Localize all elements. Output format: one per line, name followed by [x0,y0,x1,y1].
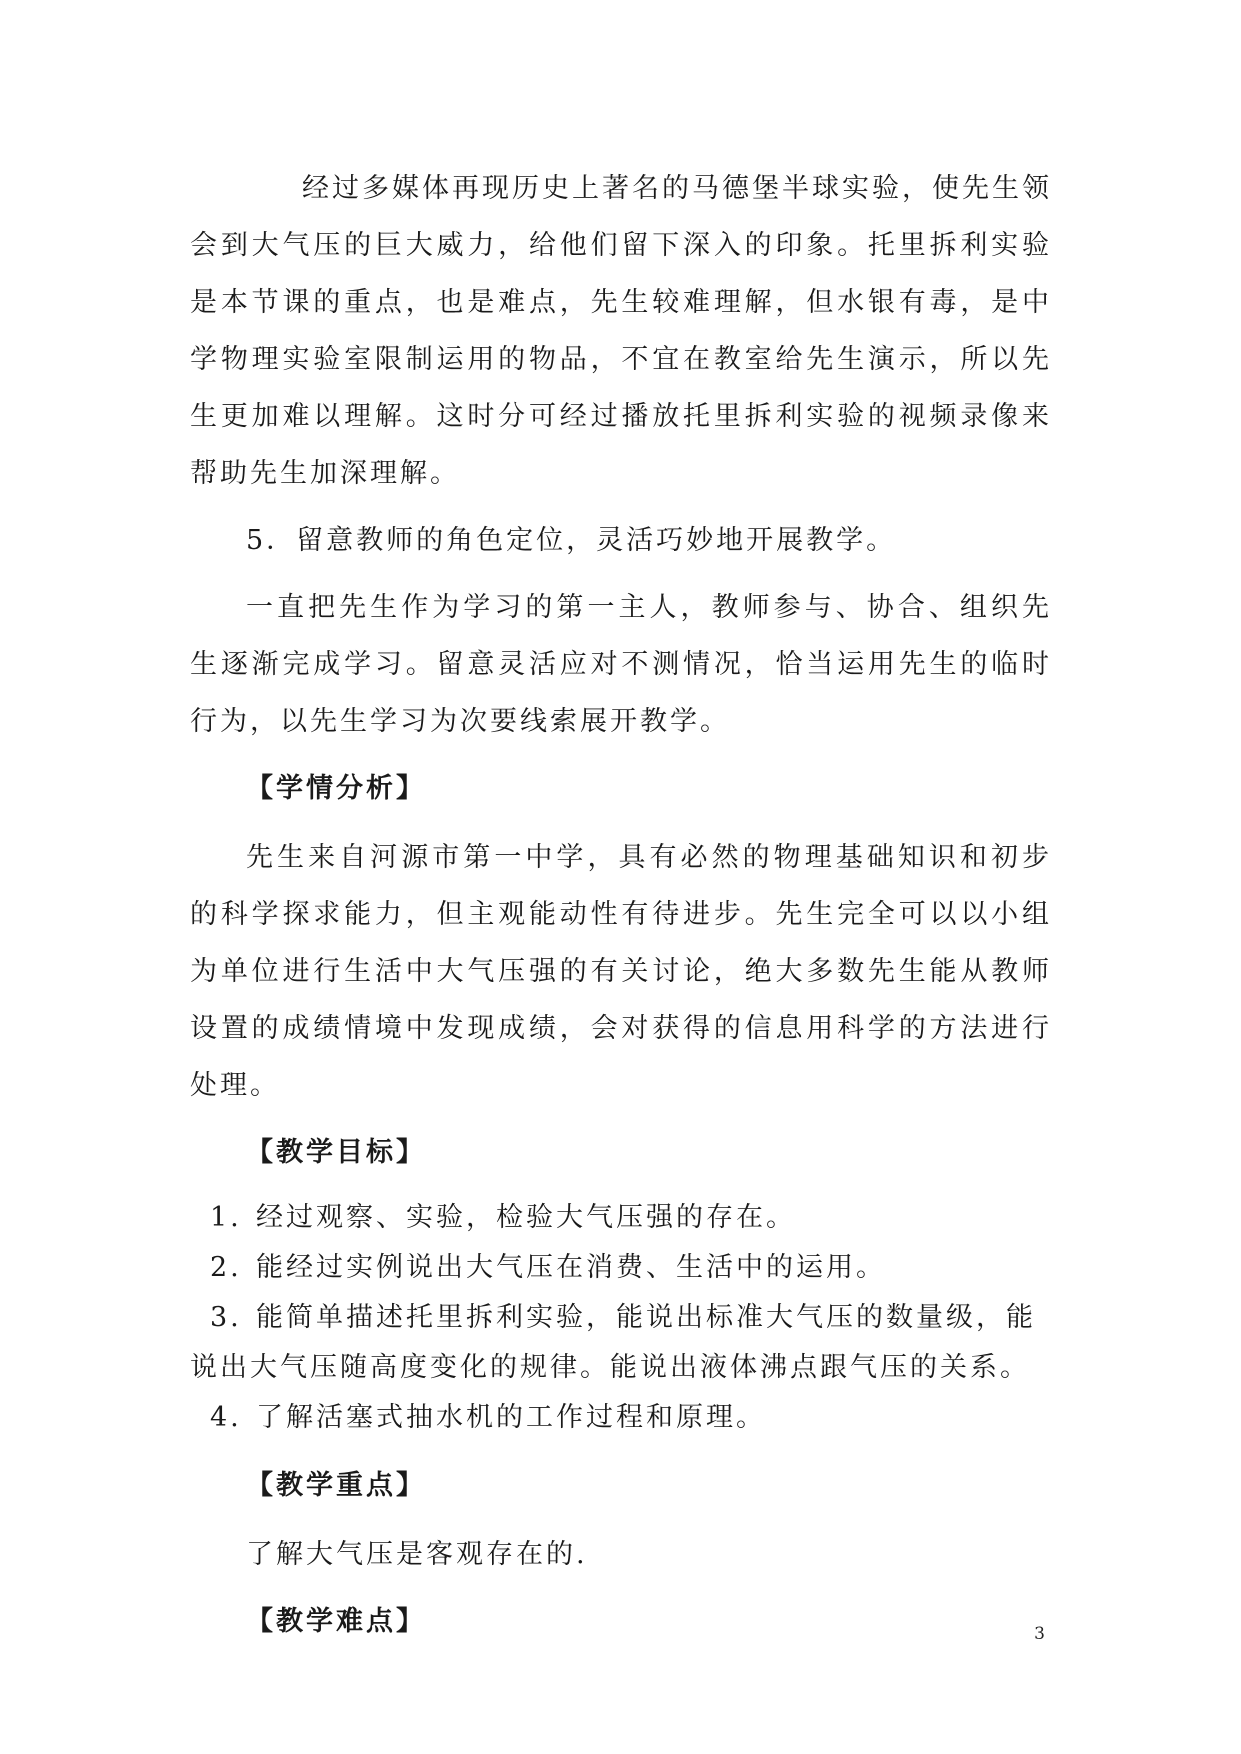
objective-text: 了解活塞式抽水机的工作过程和原理。 [256,1402,766,1433]
objective-number: 3. [210,1302,242,1333]
page-content [190,160,1052,1662]
item-5-paragraph: 一直把先生作为学习的第一主人，教师参与、协合、组织先生逐渐完成学习。留意灵活应对不测情况，恰当运用先生的临时行为，以先生学习为次要线索展开教学。 [190,592,1052,737]
objective-text: 经过观察、实验，检验大气压强的存在。 [256,1202,796,1233]
analysis-paragraph: 先生来自河源市第一中学，具有必然的物理基础知识和初步的科学探求能力，但主观能动性有待进步。先生完全可以以小组为单位进行生活中大气压强的有关讨论，绝大多数先生能从教师设置的成绩情境中发现成绩，会对获得的信息用科学的方法进行处理。 [190,842,1052,1101]
objective-number: 4. [210,1402,242,1433]
intro-paragraph: 经过多媒体再现历史上著名的马德堡半球实验，使先生领会到大气压的巨大威力，给他们留下深入的印象。托里拆利实验是本节课的重点，也是难点，先生较难理解，但水银有毒，是中学物理实验室限制运用的物品，不宜在教室给先生演示，所以先生更加难以理解。这时分可经过播放托里拆利实验的视频录像来帮助先生加深理解。 [190,173,1052,489]
page-number: 3 [1034,1624,1045,1644]
objective-text: 能简单描述托里拆利实验，能说出标准大气压的数量级，能说出大气压随高度变化的规律。能说出液体沸点跟气压的关系。 [190,1302,1036,1383]
heading-key-points: 【教学重点】 [246,1470,426,1501]
objectives-list [190,1193,1052,1443]
objective-item [190,1243,1052,1293]
objective-item [190,1193,1052,1243]
objective-number: 2. [210,1252,242,1283]
heading-difficulties: 【教学难点】 [246,1606,426,1637]
key-points-paragraph: 了解大气压是客观存在的. [246,1539,588,1570]
objective-item [190,1393,1052,1443]
heading-objectives: 【教学目标】 [246,1137,426,1168]
heading-analysis: 【学情分析】 [246,773,426,804]
objective-item [190,1293,1052,1393]
objective-text: 能经过实例说出大气压在消费、生活中的运用。 [256,1252,886,1283]
item-5-title: 5．留意教师的角色定位，灵活巧妙地开展教学。 [246,525,897,556]
objective-number: 1. [210,1202,242,1233]
